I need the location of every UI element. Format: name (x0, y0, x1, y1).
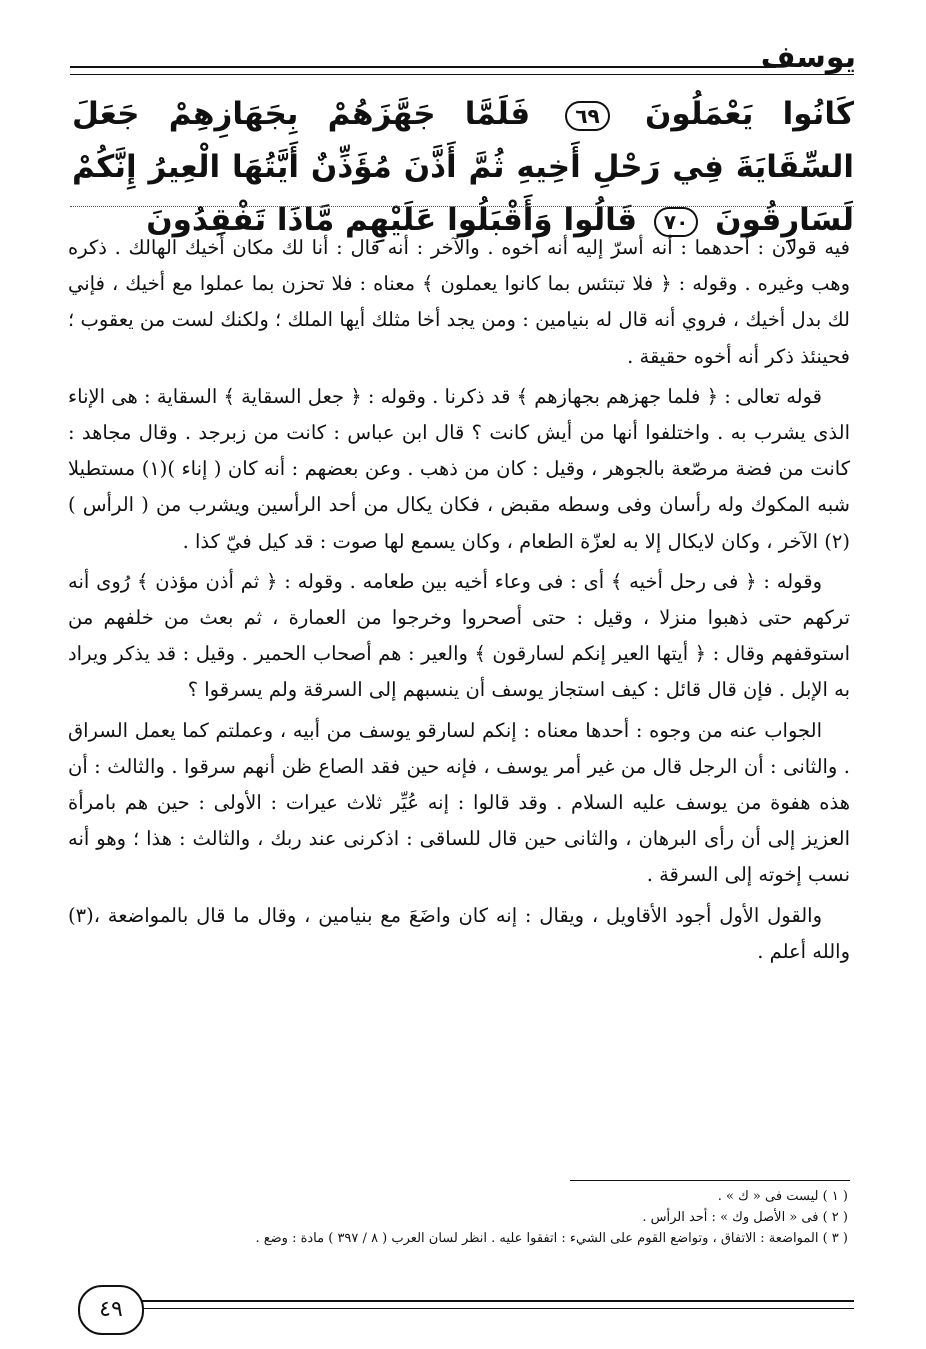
header-rule-bottom (70, 74, 854, 75)
paragraph: قوله تعالى : ﴿ فلما جهزهم بجهازهم ﴾ قد ذكرنا . وقوله : ﴿ جعل السقاية ﴾ السقاية : هى الإناء الذى يشرب به . واختلفوا أنها من أيش كانت ؟ قال ابن عباس : كانت من زبرجد . وقال مجاهد : كانت من فضة مرصّعة بالجوهر ، وقيل : كان من ذهب . وعن بعضهم : أنه كان ( إناء )(١) مستطيلا شبه المكوك وله رأسان وفى وسطه مقبض ، فكان يكال من أحد الرأسين ويشرب من ( الرأس )(٢) الآخر ، وكان لايكال إلا به لعزّة الطعام ، وكان يسمع لها صوت : قد كيل فيّ كذا . (68, 384, 851, 553)
footnote: ( ٣ ) المواضعة : الاتفاق ، وتواضع القوم على الشيء : اتفقوا عليه . انظر لسان العرب ( ٨ / ٣٩٧ ) مادة : وضع . (255, 1231, 848, 1246)
paragraph: وقوله : ﴿ فى رحل أخيه ﴾ أى : فى وعاء أخيه بين طعامه . وقوله : ﴿ ثم أذن مؤذن ﴾ رُوى أنه تركهم حتى ذهبوا منزلا ، وقيل : حتى أصحروا وخرجوا من العمارة ، ثم بعث من خلفهم من استوقفهم وقال : ﴿ أيتها العير إنكم لسارقون ﴾ والعير : هم أصحاب الحمير . وقيل : قد يذكر ويراد به الإبل . فإن قال قائل : كيف استجاز يوسف أن ينسبهم إلى السرقة ولم يسرقوا ؟ (68, 569, 850, 702)
verse-separator (70, 206, 854, 207)
surah-title: يوسف (760, 40, 856, 75)
page-number: ٤٩ (78, 1285, 144, 1335)
paragraph: والقول الأول أجود الأقاويل ، ويقال : إنه كان واضَعَ مع بنيامين ، وقال ما قال بالمواضعة ،(٣) والله أعلم . (68, 903, 850, 963)
verse-number-marker: ٧٠ (654, 207, 698, 237)
quran-verses (72, 88, 854, 247)
commentary-body (68, 230, 850, 974)
paragraph: فيه قولان : أحدهما : أنه أسرّ إليه أنه أخوه . والآخر : أنه قال : أنا لك مكان أخيك الهالك . ذكره وهب وغيره . وقوله : ﴿ فلا تبتئس بما كانوا يعملون ﴾ معناه : فلا تحزن بما عملوا مع أخيك ، فإني لك بدل أخيك ، فروي أنه قال له بنيامين : ومن يجد أخا مثلك أيها الملك ؛ ولكنك لست من يعقوب ؛ فحينئذ ذكر أنه أخوه حقيقة . (68, 236, 850, 368)
footnote: ( ٢ ) فى « الأصل وك » : أحد الرأس . (642, 1210, 848, 1225)
paragraph: الجواب عنه من وجوه : أحدها معناه : إنكم لسارقو يوسف من أبيه ، وعملتم كما يعمل السراق . والثانى : أن الرجل قال من غير أمر يوسف ، فإنه حين فقد الصاع ظن أنهم سرقوا . والثالث : أن هذه هفوة من يوسف عليه السلام . وقد قالوا : إنه عُيِّر ثلاث عيرات : الأولى : حين هم بامرأة العزيز إلى أن رأى البرهان ، والثانى حين قال للساقى : اذكرنى عند ربك ، والثالث : هذا ؛ وهو أنه نسب إخوته إلى السرقة . (68, 718, 850, 887)
verse-text: كَانُوا يَعْمَلُونَ (644, 96, 854, 132)
footnotes (70, 1186, 848, 1249)
verse-text: قَالُوا وَأَقْبَلُوا عَلَيْهِم مَّاذَا تَفْقِدُونَ (146, 202, 638, 238)
footnote-separator (570, 1180, 850, 1181)
footer-rule-bottom (142, 1308, 854, 1309)
verse-number-marker: ٦٩ (565, 101, 609, 131)
footnote: ( ١ ) ليست فى « ك » . (717, 1189, 848, 1204)
header-rule-top (70, 66, 776, 68)
footer-rule-top (142, 1300, 854, 1302)
verse-text: فَلَمَّا جَهَّزَهُمْ بِجَهَازِهِمْ جَعَلَ السِّقَايَةَ فِي رَحْلِ أَخِيهِ ثُمَّ أَذَّنَ مُؤَذِّنٌ أَيَّتُهَا الْعِيرُ إِنَّكُمْ لَسَارِقُونَ (72, 96, 854, 238)
